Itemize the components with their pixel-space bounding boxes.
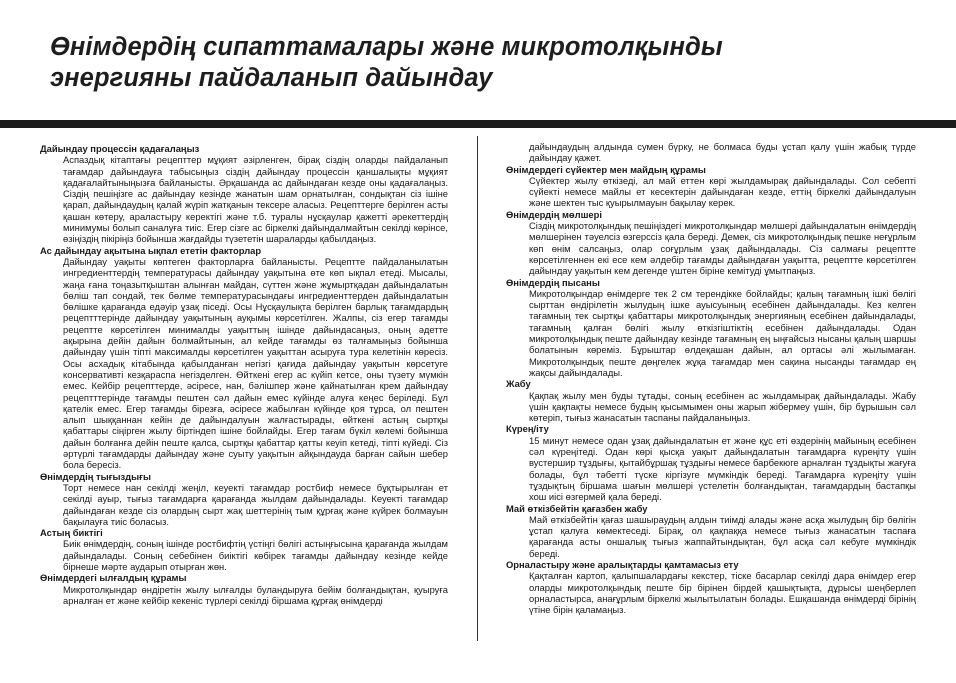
section-heading: Өнімдердегі сүйектер мен майдың құрамы xyxy=(506,163,706,175)
section-body: Дайындау уақыты көптеген факторларға байланысты. Рецептте пайдаланылатын ингредиенттердің температурасы дайындау уақытына өте көп ықпал етеді. Мысалы, жаңа ғана тоңазытқыштан алынған майдан, сүттен және жұмыртқадан дайындалатын бөліш тап сондай, тек бөлме температурасындағы ингредиенттерден дайындалатын бөлішке қарағанда едәуір ұзақ піседі. Осы Нұсқаулықта берілген барлық тағамдардың рецептттерінде дайындау уақытының ауқымы көрсетілген. Жалпы, сіз егер тағамды рецептте көрсетілген минималды уақыттың ішінде дайындасаңыз, оның әдетте ақырына дейін дайын болмайтынын, ал кейде тағамды өз талғамыңыз бойынша дайындау үшін тіпті максималды көрсетілген уақыттан асыруға тура келетінін көресіз. Осы асхадық кітабында қабылданған негізгі қағида дайындау уақытын көрсетуге консервативті кезқараспа негізделген. Өйткені егер ас күйіп кетсе, оны түзету мүмкін емес. Кейбір рецепттерде, әсіресе, нан, бәлішпер және қайнатылған крем дайындау рецептттерінде тағамды пештен сәл дайын емес күйінде алуға кеңес беріледі. Бұл қателік емес. Егер тағамды бірезға, әсіресе жабылған күйінде қоя тұрса, ол пештен алып шыққаннан кейін де дайындалуын жалғастырады, өйткені астың сыртқы қабаттары сіңірген жылу біртіндеп ішіне бойлайды. Егер тағам бүкіл көлемі бойынша дайын болғанға дейін пеште қалса, сыртқы қабаттар қатты кеуіп кетеді, тіпті күйеді. Сіз әртүрлі тағамдарды дайындау және суыту уақытын айқындауда барған сайын шебер бола бересіз. xyxy=(63,255,448,471)
continued-text: дайындаудың алдында сумен бүрку, не болмаса буды ұстап қалу үшін жабық түрде дайындау қажет. xyxy=(529,141,916,164)
section-body: Қақпақ жылу мен буды тұтады, соның есебінен ас жылдамырақ дайындалады. Жабу үшін қақпақты немесе будың қысымымен оны жарып жібермеу үшін, бір бұрышын сәл көтеріп, тығыз жанасатын таспаны пайдаланыңыз. xyxy=(529,389,916,424)
left-column xyxy=(40,143,448,606)
section-body: Қақталған картоп, қалыпшалардағы кекстер, тіске басарлар секілді дара өнімдер егер оларды микротолқындық пеште бір бірінен бірдей қашықтықта, дұрысы шеңберлеп орналастырса, анағұрлым біркелкі жылытылатын болады. Ешқашанда өнімдерді бірінің үтіне бірін қаламаңыз. xyxy=(529,570,916,616)
section-body: Торт немесе нан секілді жеңіл, кеуекті тағамдар ростбиф немесе бұқтырылған ет секілді ауыр, тығыз тағамдарға қарағанда жылдам дайындалады. Кеуекті тағамдар дайындаған кезде сіз олардың сырт жақ шеттерінің тым құрғақ және күйрек болмауын бақылауға тиіс боласыз. xyxy=(63,481,448,527)
section-heading: Орналастыру және аралықтарды қамтамасыз ету xyxy=(506,558,739,570)
title-rule-bar xyxy=(0,120,956,128)
right-column xyxy=(506,141,916,615)
section-food-height xyxy=(40,527,448,572)
section-body: Биік өнімдердің, соның ішінде ростбифтің үстіңгі бөлігі астыңғысына қарағанда жылдам дайындалады. Соның себебінен биіктігі көбірек тағамды дайындау кезінде кейде бірнеше мәрте аударып отырған жөн. xyxy=(63,538,448,572)
section-body: Сіздің микротолқындық пешіңіздегі микротолқындар мөлшері дайындалатын өнімдердің мөлшерінен тәуелсіз өзгерссіз қала береді. Демек, сіз микротолқындық пешке неғұрлым көп өнім салсаңыз, олар соғұрлым ұзақ дайындалады. Сіз салмағы рецептте көрсетілгеннен екі есе кем әлдебір тағамды дайындаған уақытта, рецептте көрсетілген дайындау уақытын кем дегенде үштен біріне кемітуді ұмытпаңыз. xyxy=(529,220,916,277)
page-title-line-2: энергияны пайдаланып дайындау xyxy=(50,64,493,92)
section-body: 15 минут немесе одан ұзақ дайындалатын ет және құс еті өздерінің майының есебінен сәл күреңітеді. Одан көрі қысқа уақыт дайындалатын тағамдарға күреңіту үшін вустершир тұздығы, қытайбұршақ тұздығы немесе барбекюге арналған тұздықты жағуға болады, бұл тәбетті түске кіргізуге мүмкіндік береді. Тағамдарға күреңіту үшін тұздықтың біршама шағын мөлшері үстелетін болғандықтан, тағамдардың бастапқы хош иісі өзгермей қала береді. xyxy=(529,434,916,503)
section-greaseproof-paper xyxy=(506,503,916,559)
section-bones-fat xyxy=(506,164,916,209)
section-body: Микротолқындар өндіретін жылу ылғалды буландыруға бейім болғандықтан, қуыруға арналған ет және кейбір кекеніс түрлері секілді біршама құрғақ өнімдерді xyxy=(63,583,448,606)
section-heading: Өнімдердің пысаны xyxy=(506,276,600,288)
column-divider xyxy=(477,136,478,641)
page-title-line-1: Өнімдердің сипаттамалары және микротолқынды xyxy=(50,33,723,61)
section-heading: Күрең/іту xyxy=(506,423,549,435)
section-body: Аспаздық кітаптағы рецепттер мұқият әзірленген, бірақ сіздің оларды пайдаланып тағамдар дайындауға табысыңыз сіздің дайындау процессін қаншалықты мұқият қадағалайтыныңызға байланысты. Әрқашанда ас дайындаған кезде оны қадағалаңыз. Сіздің пешіңізге ас дайындау кезінде жанатын шам орнатылған, сондықтан сіз ішіне қарап, дайындаудың қалай жүріп жатқанын тексере аласыз. Рецепттерге берілген асты қашан көтеру, араластыру керектігі және т.б. туралы нұсқаулар қажетті әрекеттердің минимумы болып саналуға тиіс. Егер сізге ас біркелкі дайындалмайтын секілді көрінсе, өзіңіздің пікіріңіз бойынша жағдайды түзететін шараларды қабылдаңыз. xyxy=(63,154,448,245)
section-heading: Май өткізбейтін қағазбен жабу xyxy=(506,502,648,514)
section-heading: Дайындау процессін қадағалаңыз xyxy=(40,143,200,154)
page-title xyxy=(50,32,910,94)
section-food-shape xyxy=(506,277,916,379)
section-heading: Өнімдердің тығыздығы xyxy=(40,470,152,482)
section-heading: Өнімдердің мөлшері xyxy=(506,208,602,220)
section-arrangement-spacing xyxy=(506,559,916,615)
section-body: Май өткізбейтін қағаз шашыраудың алдын тиімді алады және асқа жылудың бір бөлігін ұстап қалуға көмектеседі. Бірақ, ол қақпаққа немесе тығыз жанасатын таспаға қарағанда асты оншалық тығыз жаппайтындықтан, бұл асқа сәл кебуге мүмкіндік береді. xyxy=(529,513,916,559)
section-cooking-time-factors xyxy=(40,245,448,471)
section-covering xyxy=(506,378,916,423)
section-browning xyxy=(506,423,916,502)
section-heading: Астың биктігі xyxy=(40,527,103,539)
section-body: Микротолқындар өнімдерге тек 2 см терендікке бойлайды; қалың тағамның ішкі бөлігі сырттан өндірілетін жылудың ішке ауысуының есебінен дайындалады. Кез келген тағамның тек сыртқы қабаттары микротолқындық энергияның есебінен дайындалады, тағамның қалған бөлігі жылу өткізгіштіктің есебінен дайындалады. Одан микротолқындық пеште дайындау кезінде тағамның ең ыңғайсыз нысаны қалың шаршы болатынын көреміз. Бұрыштар өлдеқашан дайын, ал ортасы әлі жылымаған. Микротолқындық пеште дөңгелек жұқа тағамдар мен сақина нысанды тағамдар ең жақсы дайындалады. xyxy=(529,287,916,378)
section-heading: Ас дайындау ақытына ықпал ететін факторлар xyxy=(40,244,262,256)
section-body: Сүйектер жылу өткізеді, ал май еттен көрі жылдамырақ дайындалады. Сол себепті сүйекті немесе майлы ет кесектерін дайындаған кезде, еттің біркелкі дайындалуын және шектен тыс қуырылмауын бақылау керек. xyxy=(529,174,916,209)
section-heading: Жабу xyxy=(506,378,531,390)
section-heading: Өнімдердегі ылғалдың құрамы xyxy=(40,572,187,584)
section-preparation-control xyxy=(40,143,448,245)
section-food-density xyxy=(40,471,448,527)
section-moisture-content xyxy=(40,572,448,606)
section-food-quantity xyxy=(506,209,916,277)
